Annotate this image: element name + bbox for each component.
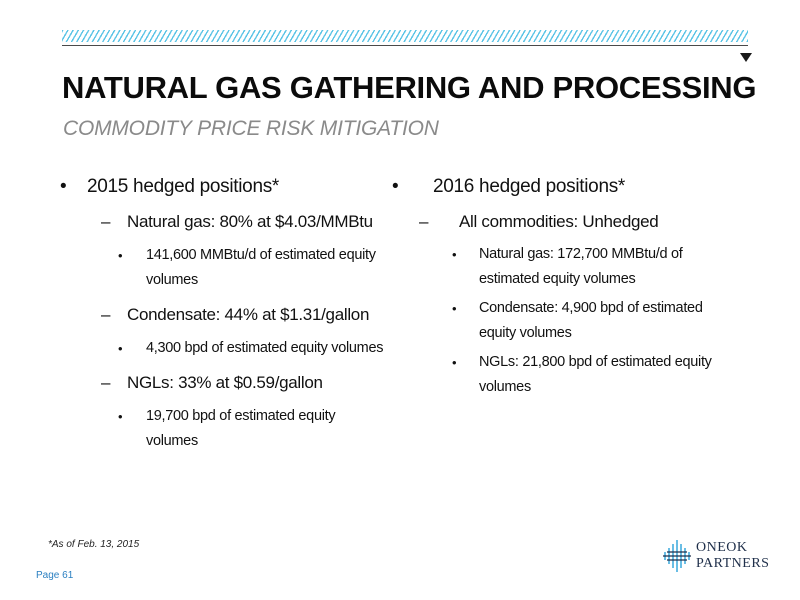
- item-label: Natural gas: 80% at $4.03/MMBtu: [127, 212, 373, 231]
- logo-word-oneok: ONEOK: [696, 540, 748, 555]
- dash-icon: –: [101, 305, 111, 324]
- oneok-diamond-icon: [660, 538, 694, 574]
- bullet-icon: •: [452, 247, 457, 262]
- sub-item-text: 19,700 bpd of estimated equity volumes: [146, 408, 336, 449]
- heading-text: 2016 hedged positions*: [433, 176, 626, 197]
- sub-item-natural-gas: [392, 242, 732, 292]
- sub-item-ngls: [60, 404, 390, 454]
- list-item-ngls: [60, 371, 390, 395]
- page-number: Page 61: [36, 570, 74, 581]
- item-label: Condensate: 44% at $1.31/gallon: [127, 305, 370, 324]
- dash-icon: –: [101, 212, 111, 231]
- sub-item-text: Natural gas: 172,700 MMBtu/d of estimated equity volumes: [479, 246, 683, 287]
- sub-item-text: 141,600 MMBtu/d of estimated equity volumes: [146, 247, 376, 288]
- list-item-condensate: [60, 303, 390, 327]
- sub-item-text: 4,300 bpd of estimated equity volumes: [146, 340, 384, 356]
- sub-item-condensate: [392, 296, 732, 346]
- sub-item-text: NGLs: 21,800 bpd of estimated equity volumes: [479, 354, 712, 395]
- bullet-heading-2016: [392, 174, 732, 200]
- dash-icon: –: [101, 373, 111, 392]
- sub-item-text: Condensate: 4,900 bpd of estimated equity volumes: [479, 300, 703, 341]
- sub-item-condensate: [60, 336, 390, 361]
- list-item-all-commodities: [392, 210, 732, 234]
- list-item-natural-gas: [60, 210, 390, 234]
- bullet-icon: •: [60, 176, 67, 197]
- sub-item-natural-gas: [60, 243, 390, 293]
- bullet-icon: •: [118, 341, 123, 356]
- sub-item-ngls: [392, 350, 732, 400]
- left-column: [60, 174, 390, 462]
- item-label: All commodities: Unhedged: [459, 212, 659, 231]
- bullet-icon: •: [452, 301, 457, 316]
- dash-icon: –: [419, 212, 429, 231]
- bullet-icon: •: [392, 176, 399, 197]
- oneok-partners-logo: [660, 538, 770, 578]
- heading-text: 2015 hedged positions*: [87, 176, 280, 197]
- bullet-heading-2015: [60, 174, 390, 200]
- bullet-icon: •: [118, 409, 123, 424]
- right-column: [392, 174, 732, 400]
- bullet-icon: •: [118, 248, 123, 263]
- logo-word-partners: PARTNERS: [696, 556, 770, 571]
- bullet-icon: •: [452, 355, 457, 370]
- decorative-hatch-band: [62, 30, 748, 42]
- footnote: *As of Feb. 13, 2015: [48, 539, 140, 550]
- header-divider: [62, 45, 748, 46]
- slide-title: NATURAL GAS GATHERING AND PROCESSING: [62, 70, 757, 105]
- item-label: NGLs: 33% at $0.59/gallon: [127, 373, 323, 392]
- slide-subtitle: COMMODITY PRICE RISK MITIGATION: [63, 117, 439, 140]
- triangle-marker-icon: [740, 53, 752, 62]
